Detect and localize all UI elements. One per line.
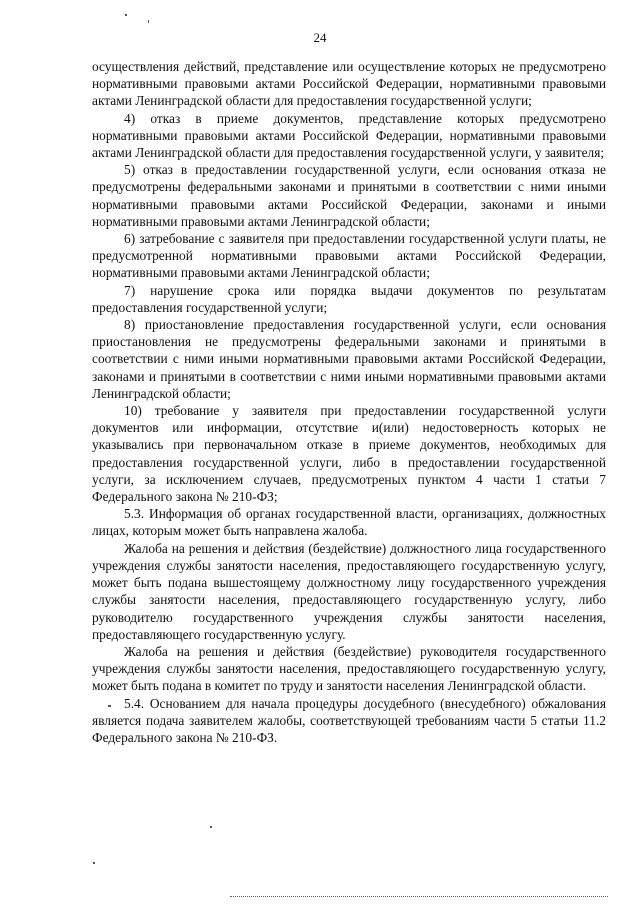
paragraph-continuation: осуществления действий, представление или осуществление которых не предусмотрено нормативными правовыми актами Российской Федерации, нормативными правовыми актами Ленинградской области для предоставления государственной услуги;: [92, 59, 606, 109]
scan-speck: [93, 862, 95, 864]
paragraph-section-5-3: 5.3. Информация об органах государственной власти, организациях, должностных лицах, которым может быть направлена жалоба.: [92, 506, 606, 539]
paragraph-section-5-4: 5.4. Основанием для начала процедуры досудебного (внесудебного) обжалования является подача заявителем жалобы, соответствующей требованиям части 5 статьи 11.2 Федерального закона № 210-ФЗ.: [92, 695, 606, 745]
paragraph-item-7: 7) нарушение срока или порядка выдачи документов по результатам предоставления государственной услуги;: [92, 282, 606, 315]
page-number: 24: [313, 30, 327, 45]
paragraph-item-6: 6) затребование с заявителя при предоставлении государственной услуги платы, не предусмотренной нормативными правовыми актами Российской Федерации, нормативными правовыми актами Ленинградской области;: [92, 231, 606, 281]
scan-speck: [148, 20, 149, 23]
paragraph-item-4: 4) отказ в приеме документов, представление которых предусмотрено нормативными правовыми актами Российской Федерации, нормативными правовыми актами Ленинградской области для предоставления государственной услуги, у заявителя;: [92, 110, 606, 161]
paragraph-item-8: 8) приостановление предоставления государственной услуги, если основания приостановления не предусмотрены федеральными законами и принятыми в соответствии с ними иными нормативными правовыми актами Российской Федерации, законами и принятыми в соответствии с ними иными нормативными правовыми актами Ленинградской области;: [92, 317, 606, 401]
paragraph-complaint-head: Жалоба на решения и действия (бездействие) руководителя государственного учреждения службы занятости населения, предоставляющего государственную услугу, может быть подана в комитет по труду и занятости населения Ленинградской области.: [92, 643, 606, 694]
scan-speck: [125, 14, 127, 16]
footer-dotted-rule: [230, 896, 608, 897]
paragraph-item-10: 10) требование у заявителя при предоставлении государственной услуги документов или информации, отсутствие и(или) недостоверность которых не указывались при первоначальном отказе в приеме документов, необходимых для предоставления государственной услуги, либо в предоставлении государственной услуги, за исключением случаев, предусмотреных пунктом 4 части 1 статьи 7 Федерального закона № 210-ФЗ;: [92, 403, 606, 505]
scan-speck: [210, 826, 212, 828]
document-body: [92, 58, 606, 746]
paragraph-item-5: 5) отказ в предоставлении государственной услуги, если основания отказа не предусмотрены федеральными законами и принятыми в соответствии с ними иными нормативными правовыми актами Российской Федерации, законами и иными нормативными правовыми актами Ленинградской области;: [92, 162, 606, 229]
paragraph-complaint-official: Жалоба на решения и действия (бездействие) должностного лица государственного учреждения службы занятости населения, предоставляющего государственную услугу, может быть подана вышестоящему должностному лицу государственного учреждения службы занятости населения, предоставляющего государственную услугу, либо руководителю государственного учреждения службы занятости населения, предоставляющего государственную услугу.: [92, 540, 606, 642]
